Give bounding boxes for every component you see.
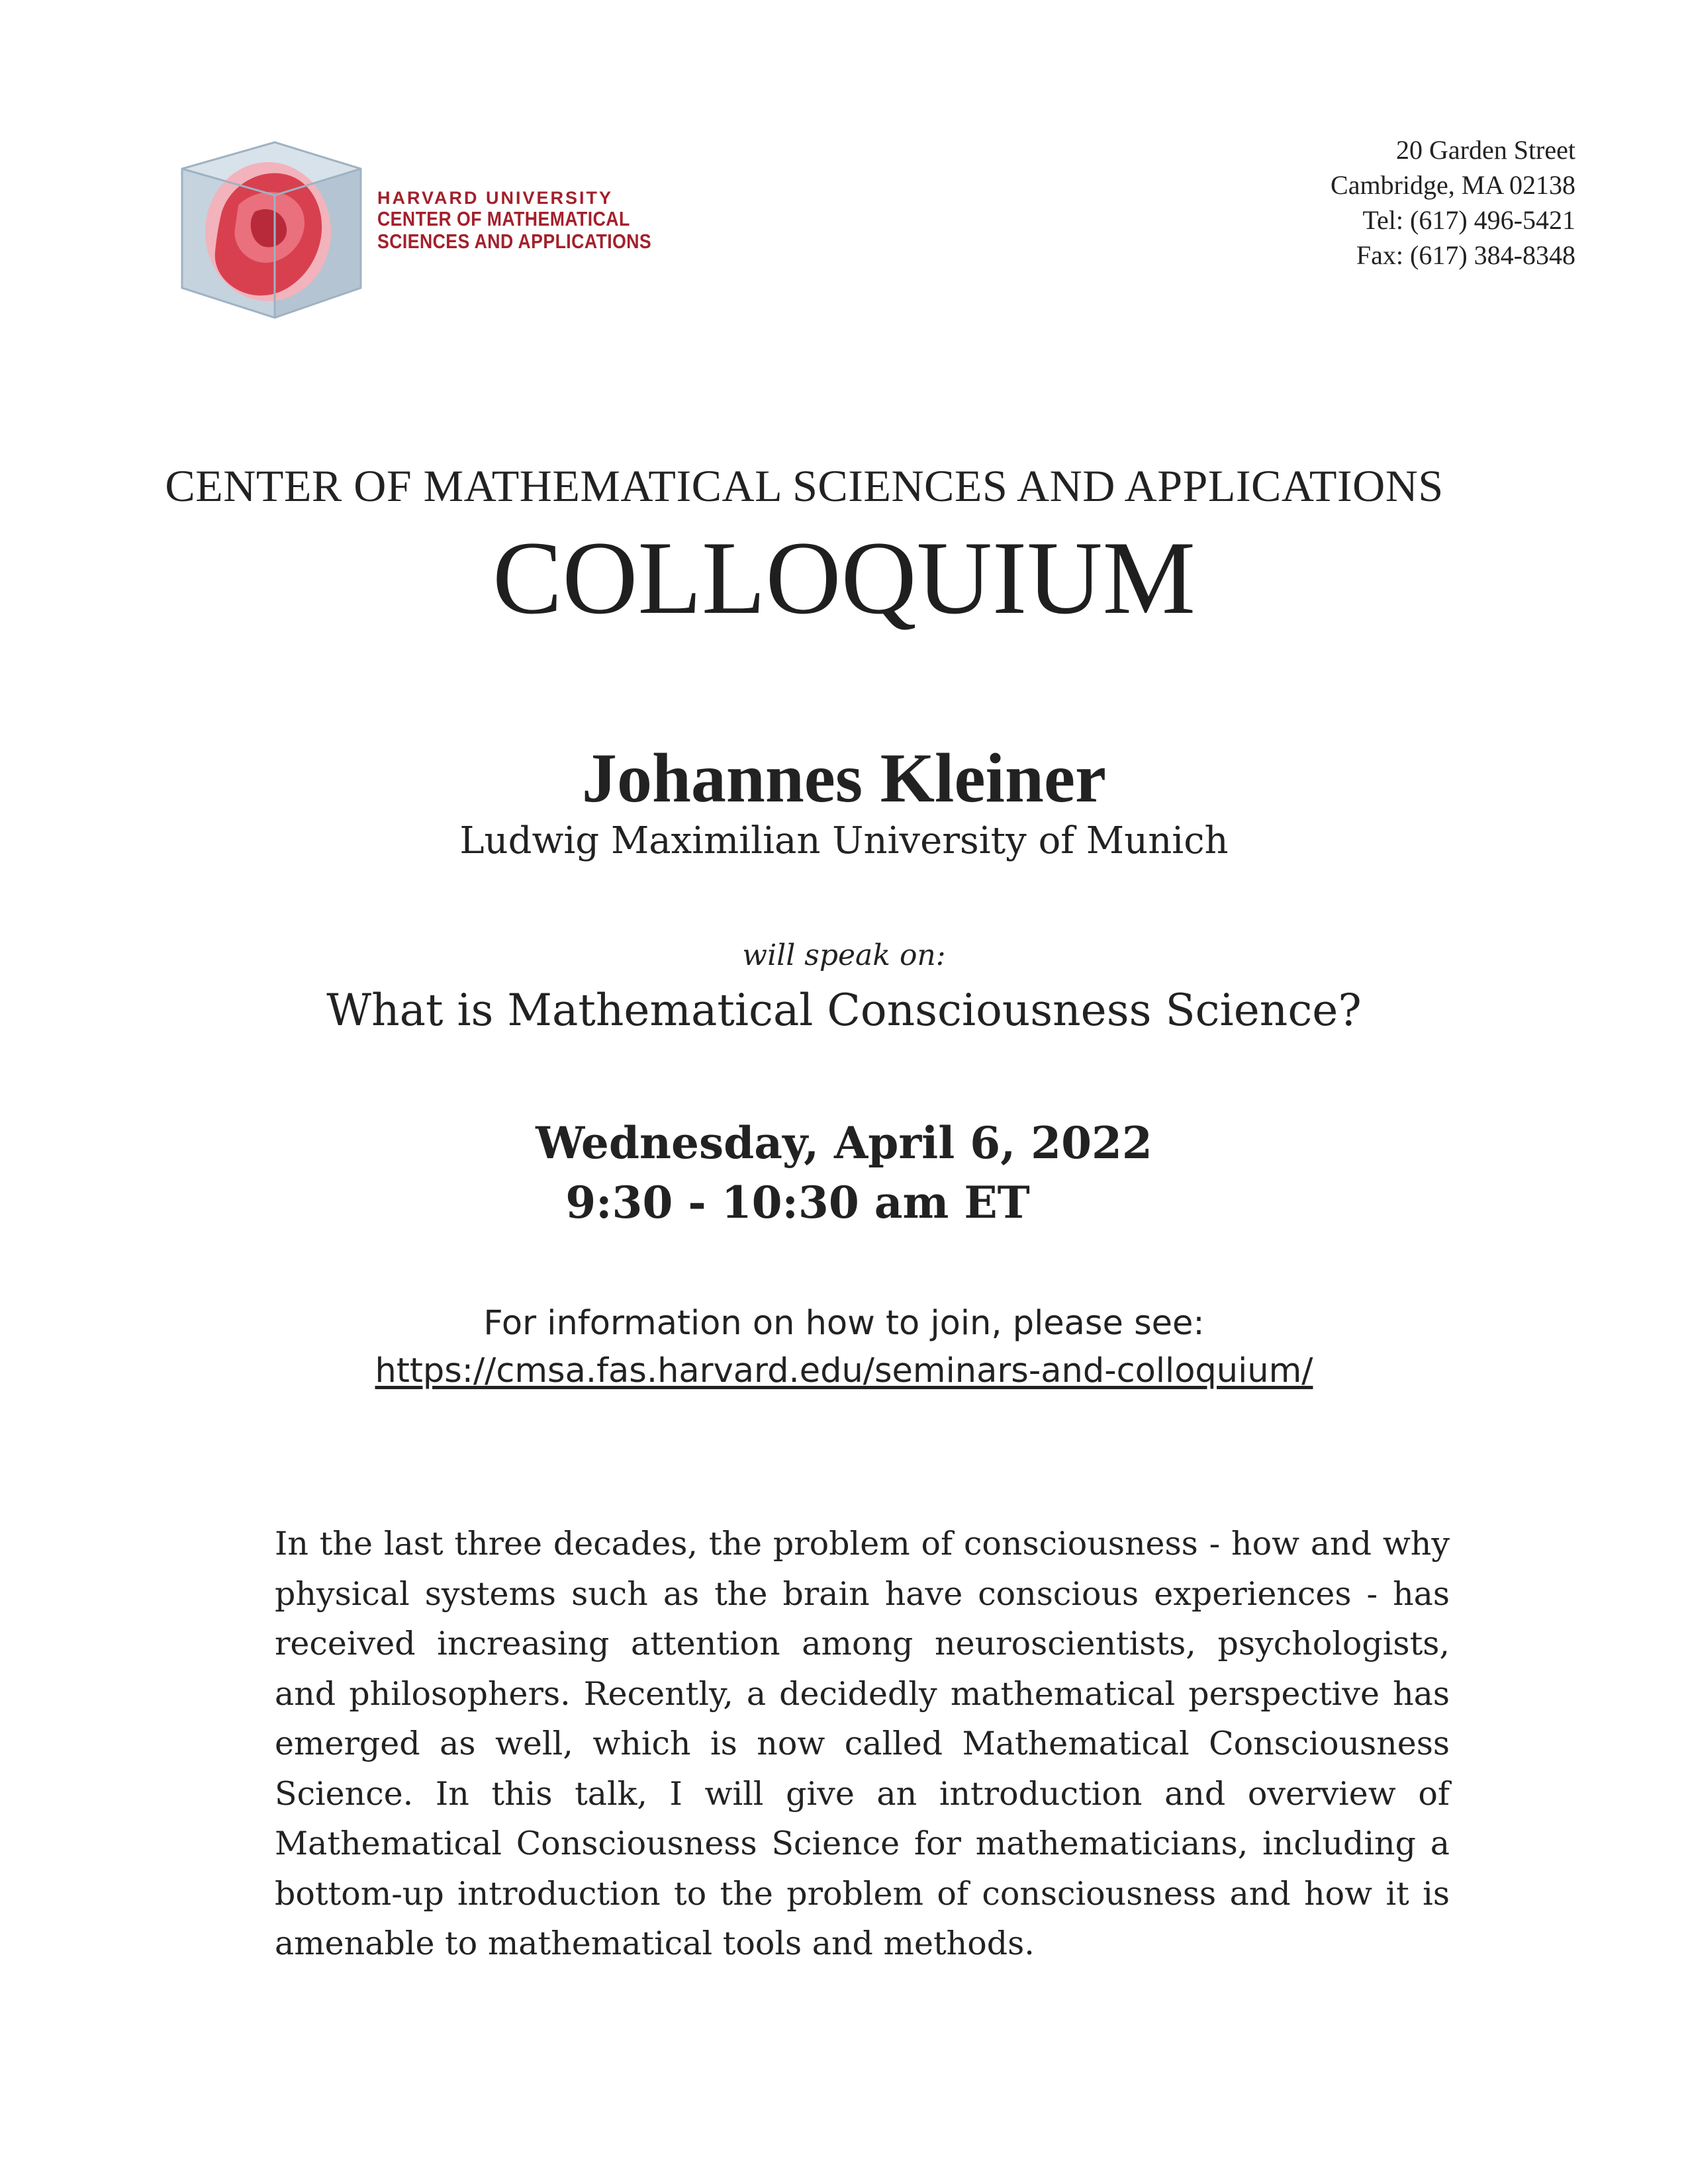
address-tel: Tel: (617) 496-5421 xyxy=(1362,205,1575,235)
logo-line-1: HARVARD UNIVERSITY xyxy=(377,188,614,208)
event-date: Wednesday, April 6, 2022 xyxy=(536,1117,1152,1169)
address-city: Cambridge, MA 02138 xyxy=(1331,170,1575,200)
join-link[interactable]: https://cmsa.fas.harvard.edu/seminars-and-colloquium/ xyxy=(375,1351,1313,1390)
logo-line-2: CENTER OF MATHEMATICAL xyxy=(377,207,630,231)
talk-title: What is Mathematical Consciousness Science? xyxy=(326,985,1362,1036)
cmsa-logo xyxy=(175,132,652,324)
speaker-affiliation: Ludwig Maximilian University of Munich xyxy=(459,819,1229,862)
abstract-paragraph: In the last three decades, the problem of consciousness - how and why physical systems such as the brain have conscious experiences - has received increasing attention among neuroscientists, psychologists, and philosophers. Recently, a decidedly mathematical perspective has emerged as well, which is now called Mathematical Consciousness Science. In this talk, I will give an introduction and overview of Mathematical Consciousness Science for mathematicians, including a bottom-up introduction to the problem of consciousness and how it is amenable to mathematical tools and methods. xyxy=(275,1525,1450,1962)
speaker-name: Johannes Kleiner xyxy=(581,739,1107,817)
address-block xyxy=(1331,132,1575,273)
center-name-heading: CENTER OF MATHEMATICAL SCIENCES AND APPLICATIONS xyxy=(165,461,1444,511)
logo-wordmark xyxy=(377,189,696,252)
address-fax: Fax: (617) 384-8348 xyxy=(1356,240,1575,270)
address-street: 20 Garden Street xyxy=(1395,135,1575,165)
logo-line-3: SCIENCES AND APPLICATIONS xyxy=(377,229,652,253)
event-time: 9:30 - 10:30 am ET xyxy=(565,1177,1030,1228)
talk-intro: will speak on: xyxy=(742,938,946,972)
cube-logo-icon xyxy=(175,132,367,324)
event-type-heading: COLLOQUIUM xyxy=(492,520,1196,636)
join-info: For information on how to join, please see: xyxy=(483,1304,1205,1343)
